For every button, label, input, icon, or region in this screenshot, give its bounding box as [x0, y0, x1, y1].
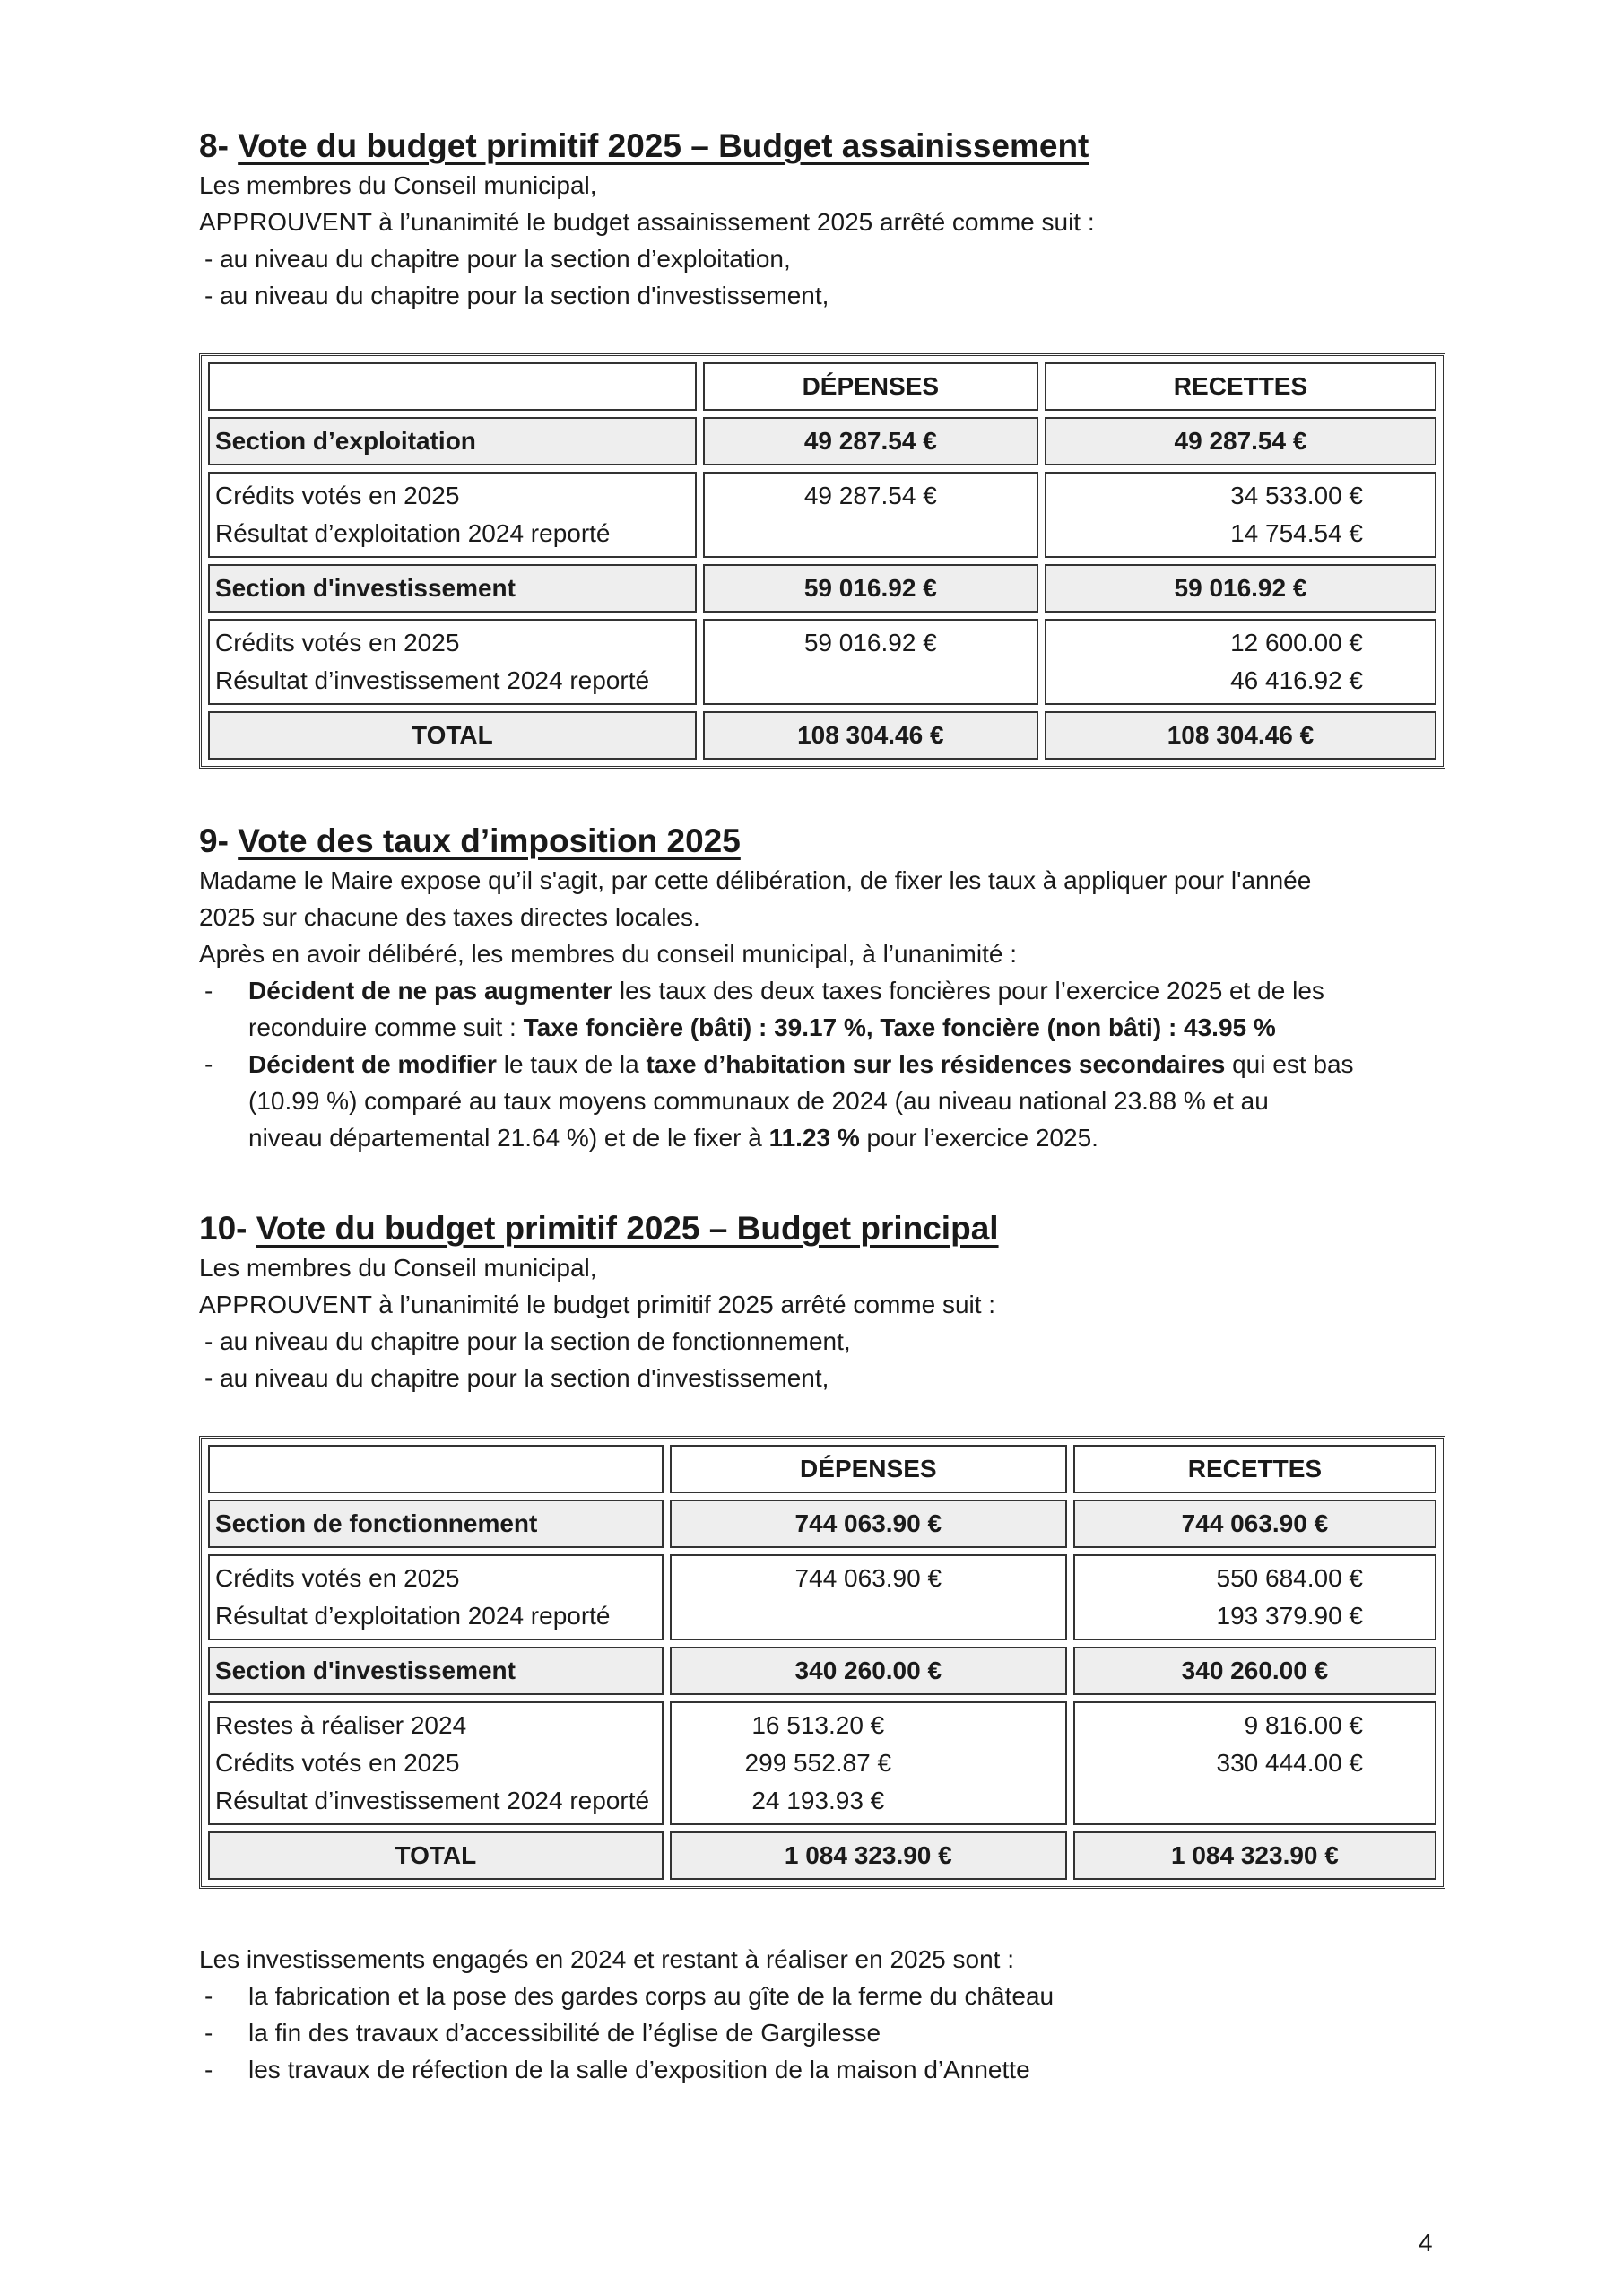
detail-value: 550 684.00 €: [1216, 1564, 1363, 1592]
investments-intro: Les investissements engagés en 2024 et restant à réaliser en 2025 sont :: [199, 1945, 1015, 1973]
detail-value: 24 193.93 €: [751, 1787, 885, 1814]
total-label: TOTAL: [208, 711, 697, 760]
table-header-row: [208, 362, 1436, 411]
row-label: Section de fonctionnement: [208, 1500, 664, 1548]
row-label: [208, 472, 697, 558]
section-9-heading: Vote des taux d’imposition 2025: [238, 822, 741, 859]
tax-name: taxe d’habitation sur les résidences secondaires: [646, 1050, 1226, 1078]
s10-line-2: APPROUVENT à l’unanimité le budget primitif 2025 arrêté comme suit :: [199, 1291, 996, 1318]
detail-value: 49 287.54 €: [803, 482, 937, 509]
header-depenses: DÉPENSES: [670, 1445, 1067, 1493]
recettes-value: 49 287.54 €: [1045, 417, 1436, 465]
section-9-number: 9-: [199, 822, 229, 859]
depenses-value: [703, 619, 1038, 705]
s10-line-3: - au niveau du chapitre pour la section de fonctionnement,: [204, 1327, 851, 1355]
s9-paragraph-1: Madame le Maire expose qu’il s'agit, par cette délibération, de fixer les taux à appliquer pour l'année: [199, 866, 1312, 894]
recettes-value: [1045, 472, 1436, 558]
section-8-number: 8-: [199, 127, 229, 164]
detail-value: 330 444.00 €: [1216, 1749, 1363, 1777]
budget-principal-table: [199, 1436, 1445, 1889]
detail-label: Restes à réaliser 2024: [215, 1711, 467, 1739]
s8-line-1: Les membres du Conseil municipal,: [199, 171, 597, 199]
row-label: [208, 1701, 664, 1825]
s8-line-4: - au niveau du chapitre pour la section d'investissement,: [204, 282, 829, 309]
list-item: - les travaux de réfection de la salle d’exposition de la maison d’Annette: [199, 2051, 1445, 2088]
section-10-heading: Vote du budget primitif 2025 – Budget principal: [256, 1210, 999, 1247]
header-empty-cell: [208, 1445, 664, 1493]
depenses-value: 340 260.00 €: [670, 1647, 1067, 1695]
section-10-number: 10-: [199, 1210, 247, 1247]
detail-value: 12 600.00 €: [1230, 629, 1363, 657]
table-row: [208, 417, 1436, 465]
decision-text: reconduire comme suit :: [248, 1013, 524, 1041]
total-label: TOTAL: [208, 1831, 664, 1880]
row-label: Section d'investissement: [208, 564, 697, 613]
detail-label: Résultat d’exploitation 2024 reporté: [215, 1602, 611, 1630]
depenses-value: 49 287.54 €: [703, 417, 1038, 465]
table-total-row: [208, 1831, 1436, 1880]
detail-value: 14 754.54 €: [1230, 519, 1363, 547]
investments-list: [199, 1978, 1445, 2088]
recettes-value: 340 260.00 €: [1073, 1647, 1436, 1695]
depenses-value: [670, 1554, 1067, 1640]
list-item: - la fin des travaux d’accessibilité de l’église de Gargilesse: [199, 2014, 1445, 2051]
s9-paragraph-2: 2025 sur chacune des taxes directes locales.: [199, 903, 700, 931]
detail-label: Crédits votés en 2025: [215, 1564, 460, 1592]
detail-label: Résultat d’investissement 2024 reporté: [215, 666, 650, 694]
depenses-value: 59 016.92 €: [703, 564, 1038, 613]
decision-text: les taux des deux taxes foncières pour l’exercice 2025 et de les: [612, 977, 1324, 1004]
decision-text: Décident de modifier: [248, 1050, 497, 1078]
table-row: [208, 564, 1436, 613]
detail-label: Résultat d’exploitation 2024 reporté: [215, 519, 611, 547]
decision-text: niveau départemental 21.64 %) et de le fixer à: [248, 1124, 769, 1152]
table-row: [208, 1500, 1436, 1548]
s10-line-1: Les membres du Conseil municipal,: [199, 1254, 597, 1282]
header-empty-cell: [208, 362, 697, 411]
table-row: [208, 1554, 1436, 1640]
decision-text: qui est bas: [1225, 1050, 1354, 1078]
row-label: [208, 1554, 664, 1640]
table-row: [208, 1701, 1436, 1825]
decision-text: le taux de la: [496, 1050, 647, 1078]
recettes-value: [1073, 1554, 1436, 1640]
depenses-value: 744 063.90 €: [670, 1500, 1067, 1548]
tax-decisions-list: [199, 972, 1445, 1156]
detail-label: Résultat d’investissement 2024 reporté: [215, 1787, 650, 1814]
s9-paragraph-3: Après en avoir délibéré, les membres du conseil municipal, à l’unanimité :: [199, 940, 1017, 968]
budget-assainissement-table: [199, 353, 1445, 769]
tax-rates: Taxe foncière (bâti) : 39.17 %, Taxe foncière (non bâti) : 43.95 %: [523, 1013, 1276, 1041]
list-item: - la fabrication et la pose des gardes corps au gîte de la ferme du château: [199, 1978, 1445, 2014]
section-10-title: [199, 1208, 1445, 1249]
table-row: [208, 472, 1436, 558]
detail-value: 193 379.90 €: [1216, 1602, 1363, 1630]
header-recettes: RECETTES: [1045, 362, 1436, 411]
row-label: [208, 619, 697, 705]
header-recettes: RECETTES: [1073, 1445, 1436, 1493]
detail-label: Crédits votés en 2025: [215, 482, 460, 509]
detail-value: 299 552.87 €: [744, 1749, 892, 1777]
s8-line-3: - au niveau du chapitre pour la section d’exploitation,: [204, 245, 791, 273]
section-8-title: [199, 126, 1445, 167]
decision-text: Décident de ne pas augmenter: [248, 977, 613, 1004]
total-depenses: 108 304.46 €: [703, 711, 1038, 760]
header-depenses: DÉPENSES: [703, 362, 1038, 411]
depenses-value: [703, 472, 1038, 558]
list-item: [199, 1046, 1445, 1156]
document-page: [199, 126, 1445, 2088]
table-header-row: [208, 1445, 1436, 1493]
total-depenses: 1 084 323.90 €: [670, 1831, 1067, 1880]
recettes-value: 59 016.92 €: [1045, 564, 1436, 613]
s10-line-4: - au niveau du chapitre pour la section d'investissement,: [204, 1364, 829, 1392]
detail-label: Crédits votés en 2025: [215, 1749, 460, 1777]
detail-value: 744 063.90 €: [794, 1564, 942, 1592]
detail-value: 46 416.92 €: [1230, 666, 1363, 694]
page-number: 4: [1419, 2229, 1433, 2257]
detail-value: 34 533.00 €: [1230, 482, 1363, 509]
row-label: Section d'investissement: [208, 1647, 664, 1695]
row-label: Section d’exploitation: [208, 417, 697, 465]
decision-text: pour l’exercice 2025.: [859, 1124, 1098, 1152]
table-row: [208, 619, 1436, 705]
detail-value: 16 513.20 €: [751, 1711, 885, 1739]
detail-value: 59 016.92 €: [803, 629, 937, 657]
detail-label: Crédits votés en 2025: [215, 629, 460, 657]
table-total-row: [208, 711, 1436, 760]
s8-line-2: APPROUVENT à l’unanimité le budget assainissement 2025 arrêté comme suit :: [199, 208, 1095, 236]
recettes-value: [1045, 619, 1436, 705]
table-row: [208, 1647, 1436, 1695]
recettes-value: 744 063.90 €: [1073, 1500, 1436, 1548]
recettes-value: [1073, 1701, 1436, 1825]
new-tax-rate: 11.23 %: [768, 1124, 860, 1152]
total-recettes: 108 304.46 €: [1045, 711, 1436, 760]
section-9-title: [199, 821, 1445, 862]
depenses-value: [670, 1701, 1067, 1825]
list-item: [199, 972, 1445, 1046]
detail-value: 9 816.00 €: [1244, 1711, 1363, 1739]
total-recettes: 1 084 323.90 €: [1073, 1831, 1436, 1880]
decision-text: (10.99 %) comparé au taux moyens communaux de 2024 (au niveau national 23.88 % et au: [248, 1087, 1269, 1115]
section-8-heading: Vote du budget primitif 2025 – Budget assainissement: [238, 127, 1089, 164]
